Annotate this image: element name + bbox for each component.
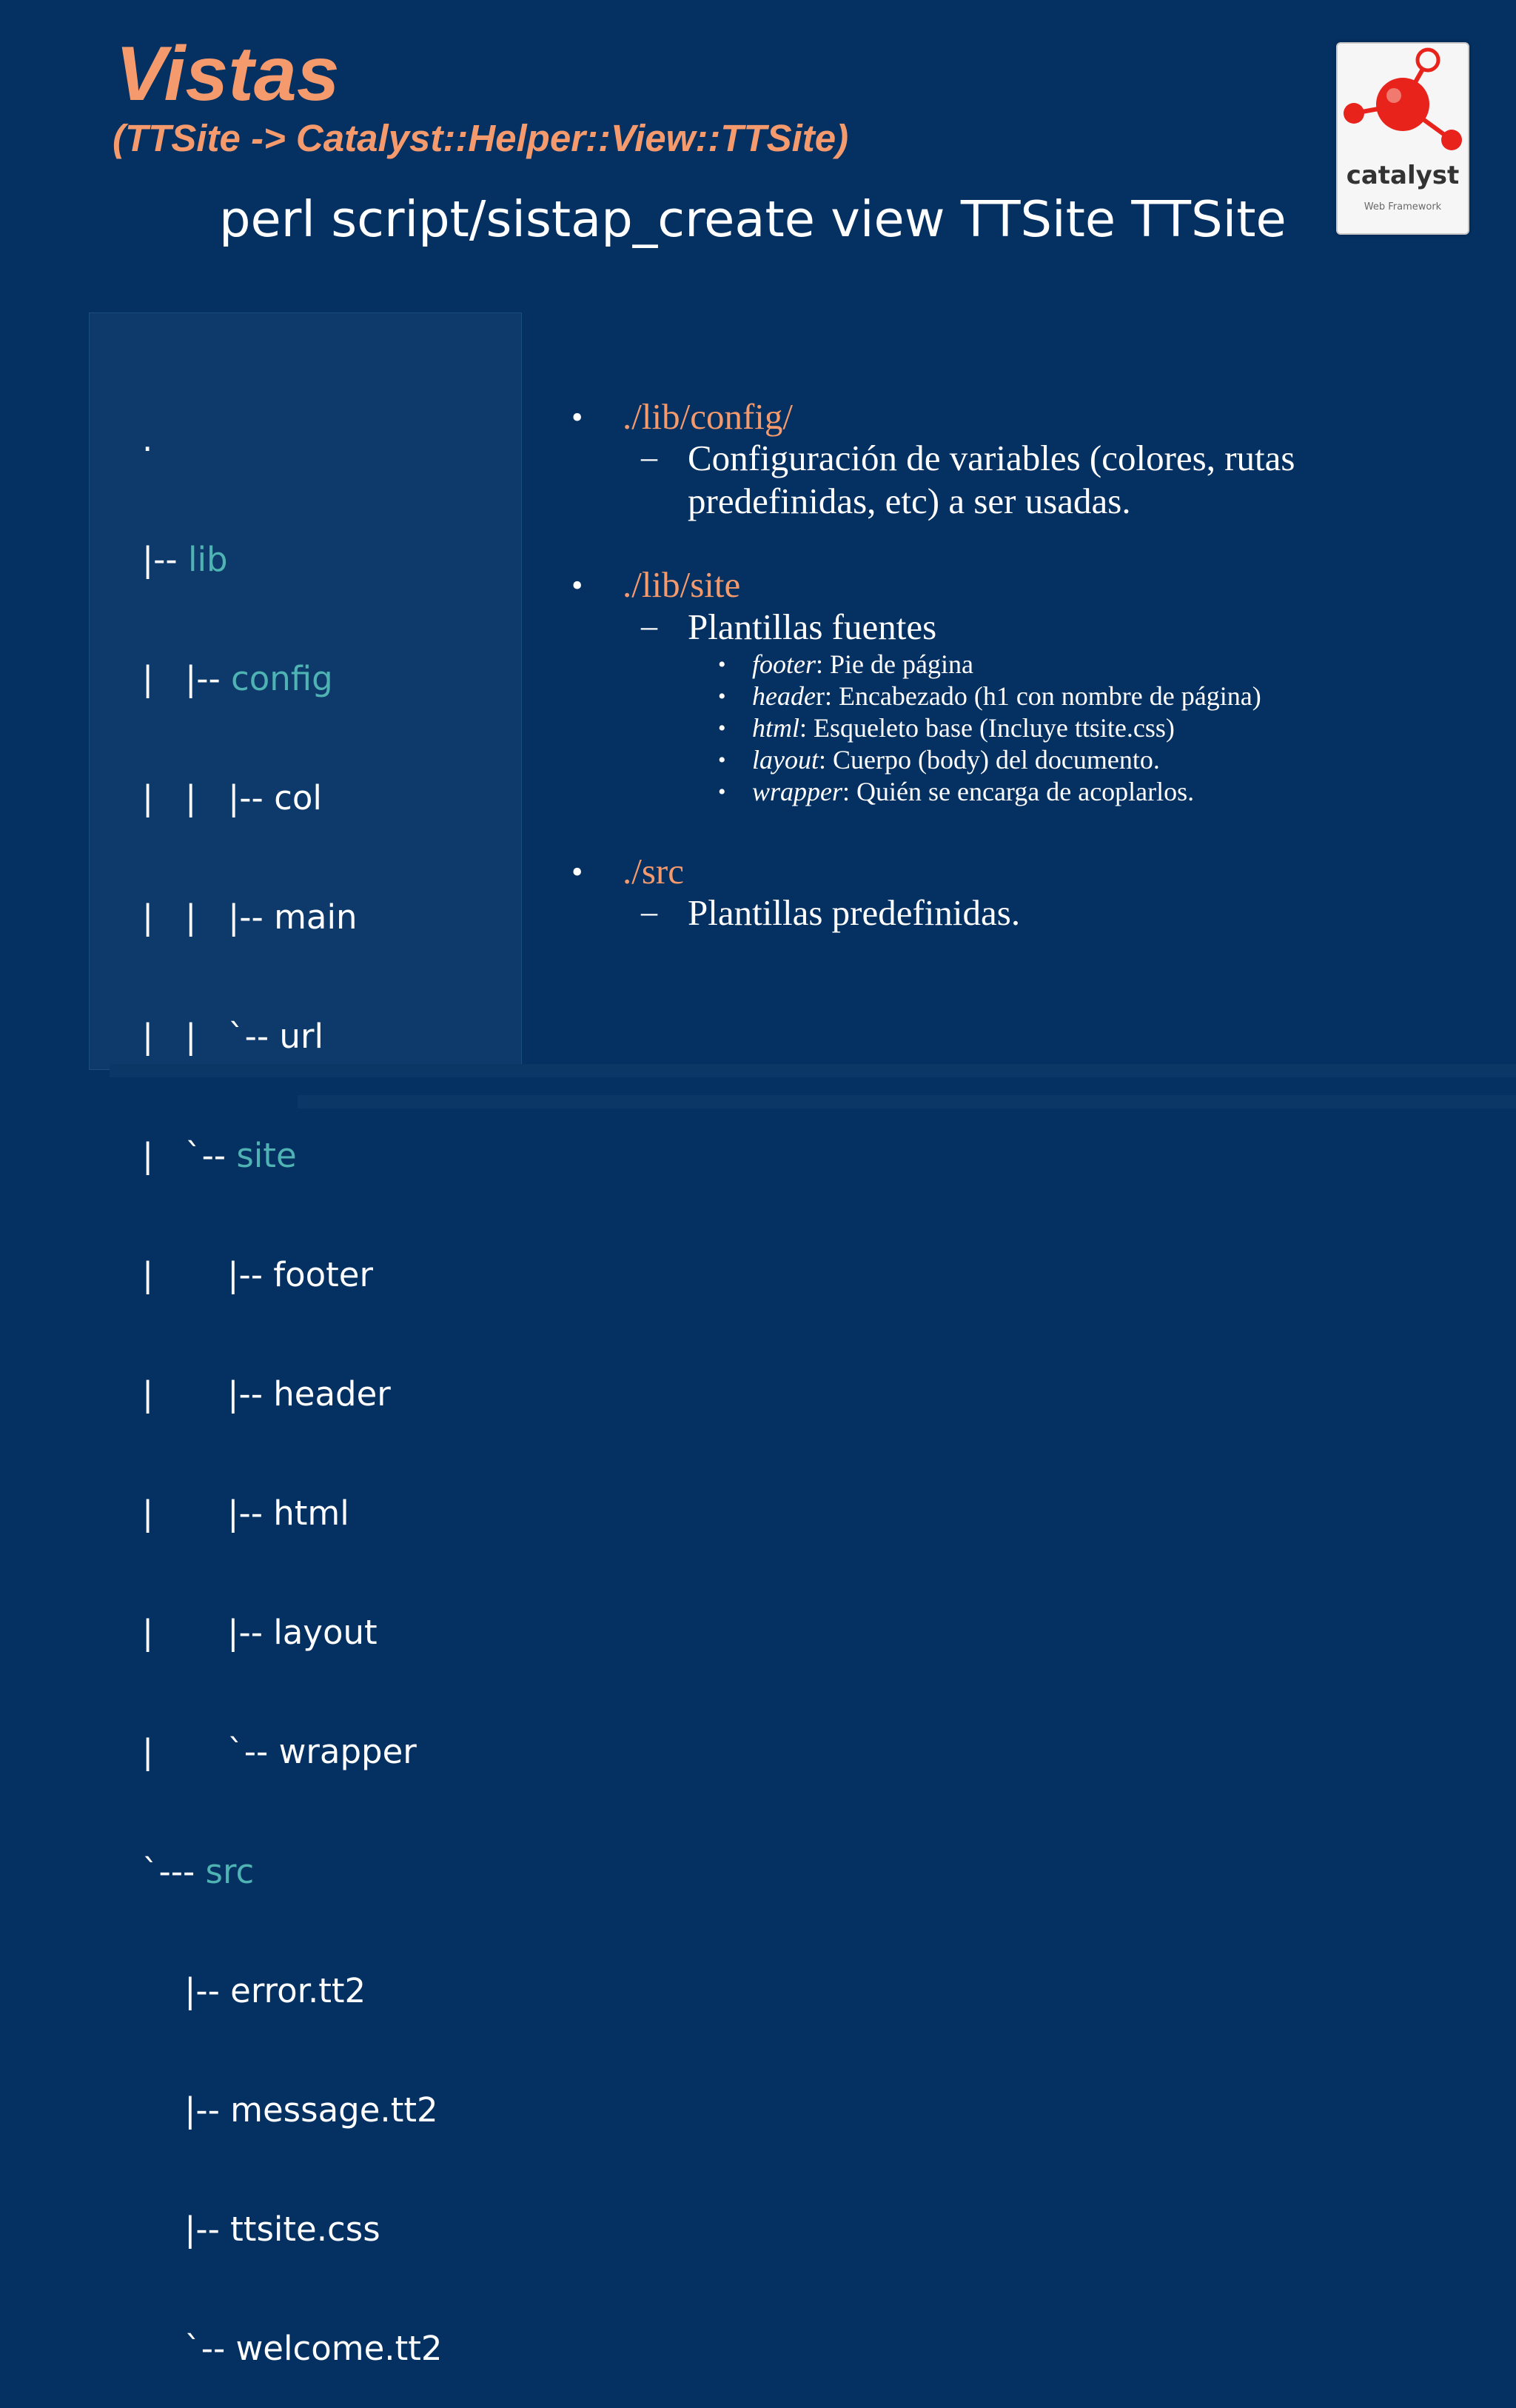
list-item: • footer: Pie de página: [718, 649, 973, 679]
tree-line: | |-- footer: [142, 1255, 373, 1295]
list-item: • layout: Cuerpo (body) del documento.: [718, 745, 1160, 775]
config-heading: ./lib/config/: [623, 396, 793, 437]
tree-line: | |-- header: [142, 1374, 391, 1414]
decorative-stripe: [110, 1064, 1516, 1077]
decorative-stripe: [298, 1095, 1516, 1108]
site-description: Plantillas fuentes: [688, 606, 937, 647]
tree-line: | | |-- main: [142, 897, 358, 937]
list-item: • html: Esqueleto base (Incluye ttsite.css): [718, 713, 1175, 743]
src-description: Plantillas predefinidas.: [688, 892, 1021, 933]
tree-line: | `-- wrapper: [142, 1732, 417, 1772]
config-description: Configuración de variables (colores, rutas predefinidas, etc) a ser usadas.: [688, 438, 1295, 521]
dash-marker: –: [641, 608, 657, 644]
logo-wordmark: catalyst: [1346, 161, 1460, 190]
tree-line: |-- message.tt2: [142, 2090, 438, 2130]
tree-line: | | |-- col: [142, 777, 322, 817]
tree-line: |-- error.tt2: [142, 1970, 366, 2010]
bullet-marker: •: [571, 567, 583, 603]
src-heading: ./src: [623, 851, 684, 892]
list-item: • wrapper: Quién se encarga de acoplarlos.: [718, 777, 1195, 806]
slide-subtitle: (TTSite -> Catalyst::Helper::View::TTSite): [113, 117, 849, 159]
dash-marker: –: [641, 894, 657, 930]
catalyst-logo: [1336, 42, 1469, 235]
tree-line: | |-- html: [142, 1494, 349, 1534]
tree-line: |-- lib: [142, 539, 228, 579]
site-heading: ./lib/site: [623, 564, 741, 605]
logo-tagline: Web Framework: [1364, 201, 1442, 213]
tree-line: .: [142, 420, 153, 460]
command-line: perl script/sistap_create view TTSite TTSite: [219, 190, 1287, 248]
catalyst-molecule-icon: [1338, 44, 1468, 162]
slide-title: Vistas: [115, 31, 340, 117]
tree-line: | `-- site: [142, 1135, 297, 1175]
tree-line: | |-- layout: [142, 1613, 378, 1653]
tree-line: `--- src: [142, 1851, 255, 1891]
tree-line: |-- ttsite.css: [142, 2209, 380, 2249]
tree-line: | |-- config: [142, 658, 333, 698]
tree-line: `-- welcome.tt2: [142, 2328, 443, 2368]
bullet-marker: •: [571, 399, 583, 435]
list-item: • header: Encabezado (h1 con nombre de página): [718, 681, 1261, 711]
directory-tree: [142, 341, 443, 2408]
site-template-list: [718, 649, 1261, 808]
tree-line: | | `-- url: [142, 1016, 323, 1056]
dash-marker: –: [641, 439, 657, 475]
bullet-marker: •: [571, 854, 583, 890]
